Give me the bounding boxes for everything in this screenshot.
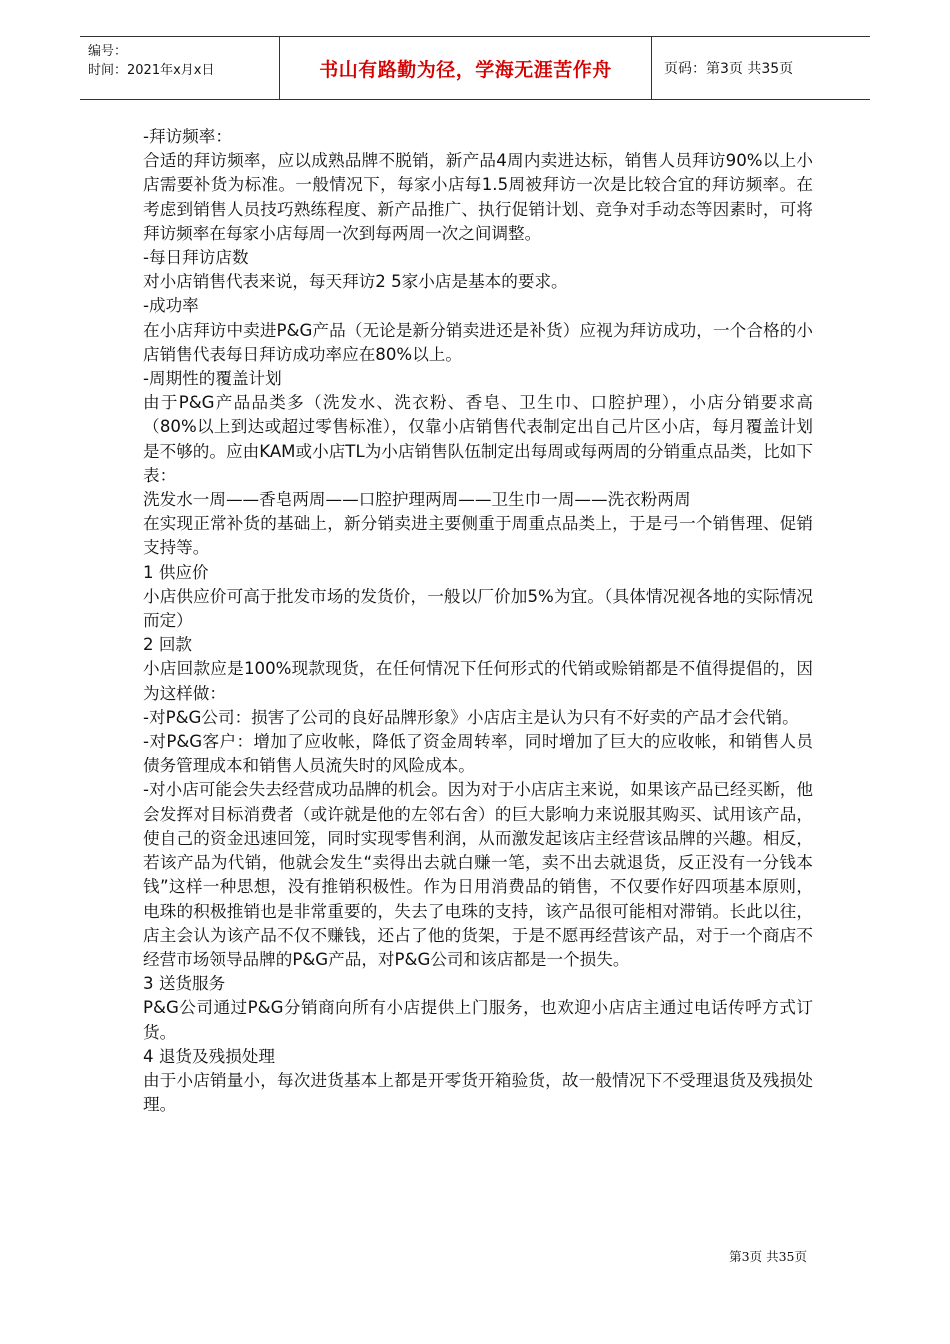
paragraph: 由于小店销量小，每次进货基本上都是开零货开箱验货，故一般情况下不受理退货及残损处理。 bbox=[143, 1070, 813, 1115]
paragraph: -周期性的覆盖计划 bbox=[143, 369, 282, 389]
paragraph: 4 退货及残损处理 bbox=[143, 1046, 275, 1066]
page-footer: 第3页 共35页 bbox=[729, 1249, 807, 1264]
paragraph: 由于P&G产品品类多（洗发水、洗衣粉、香皂、卫生巾、口腔护理），小店分销要求高（80%以上到达或超过零售标准），仅靠小店销售代表制定出自己片区小店，每月覆盖计划是不够的。应由KAM或小店TL为小店销售队伍制定出每周或每两周的分销重点品类，比如下表： bbox=[143, 393, 813, 485]
page-header bbox=[80, 36, 870, 100]
paragraph: -拜访频率： bbox=[143, 127, 232, 146]
paragraph: 小店供应价可高于批发市场的发货价，一般以厂价加5%为宜。（具体情况视各地的实际情况而定） bbox=[143, 586, 813, 631]
paragraph: -对小店可能会失去经营成功品牌的机会。因为对于小店店主来说，如果该产品已经买断，他会发挥对目标消费者（或许就是他的左邻右舍）的巨大影响力来说服其购买、试用该产品，使自己的资金迅速回笼，同时实现零售利润，从而激发起该店主经营该品牌的兴趣。相反，若该产品为代销，他就会发生“卖得出去就白赚一笔，卖不出去就退货，反正没有一分钱本钱”这样一种思想，没有推销积极性。作为日用消费品的销售，不仅要作好四项基本原则，电珠的积极推销也是非常重要的，失去了电珠的支持，该产品很可能相对滞销。长此以往，店主会认为该产品不仅不赚钱，还占了他的货架，于是不愿再经营该产品，对于一个商店不经营市场领导品牌的P&G产品，对P&G公司和该店都是一个损失。 bbox=[143, 780, 813, 969]
paragraph: 洗发水一周——香皂两周——口腔护理两周——卫生巾一周——洗衣粉两周 bbox=[143, 490, 691, 510]
time-label: 时间：2021年x月x日 bbox=[88, 63, 215, 78]
paragraph: 在小店拜访中卖进P&G产品（无论是新分销卖进还是补货）应视为拜访成功，一个合格的小店销售代表每日拜访成功率应在80%以上。 bbox=[143, 320, 813, 364]
paragraph: 对小店销售代表来说，每天拜访2 5家小店是基本的要求。 bbox=[143, 272, 568, 292]
paragraph: 2 回款 bbox=[143, 635, 193, 655]
paragraph: P&G公司通过P&G分销商向所有小店提供上门服务，也欢迎小店店主通过电话传呼方式订货。 bbox=[143, 998, 813, 1042]
header-page-info: 页码：第3页 共35页 bbox=[664, 61, 794, 77]
paragraph: 在实现正常补货的基础上，新分销卖进主要侧重于周重点品类上，于是弓一个销售理、促销支持等。 bbox=[143, 514, 813, 558]
header-meta bbox=[80, 37, 280, 99]
document-body bbox=[143, 125, 813, 1117]
paragraph: 合适的拜访频率，应以成熟品牌不脱销，新产品4周内卖进达标，销售人员拜访90%以上小店需要补货为标准。一般情况下，每家小店每1.5周被拜访一次是比较合宜的拜访频率。在考虑到销售人员技巧熟练程度、新产品推广、执行促销计划、竞争对手动态等因素时，可将拜访频率在每家小店每周一次到每两周一次之间调整。 bbox=[143, 151, 813, 243]
paragraph: 小店回款应是100%现款现货，在任何情况下任何形式的代销或赊销都是不值得提倡的，因为这样做： bbox=[143, 659, 813, 703]
paragraph: 3 送货服务 bbox=[143, 974, 226, 994]
paragraph: -对P&G客户：增加了应收帐，降低了资金周转率，同时增加了巨大的应收帐，和销售人员债务管理成本和销售人员流失时的风险成本。 bbox=[143, 732, 813, 776]
paragraph: -每日拜访店数 bbox=[143, 248, 249, 268]
paragraph: -成功率 bbox=[143, 296, 199, 316]
paragraph: 1 供应价 bbox=[143, 562, 209, 582]
header-motto: 书山有路勤为径，学海无涯苦作舟 bbox=[280, 37, 652, 99]
number-label: 编号： bbox=[88, 44, 128, 59]
paragraph: -对P&G公司：损害了公司的良好品牌形象》小店店主是认为只有不好卖的产品才会代销。 bbox=[143, 707, 799, 727]
